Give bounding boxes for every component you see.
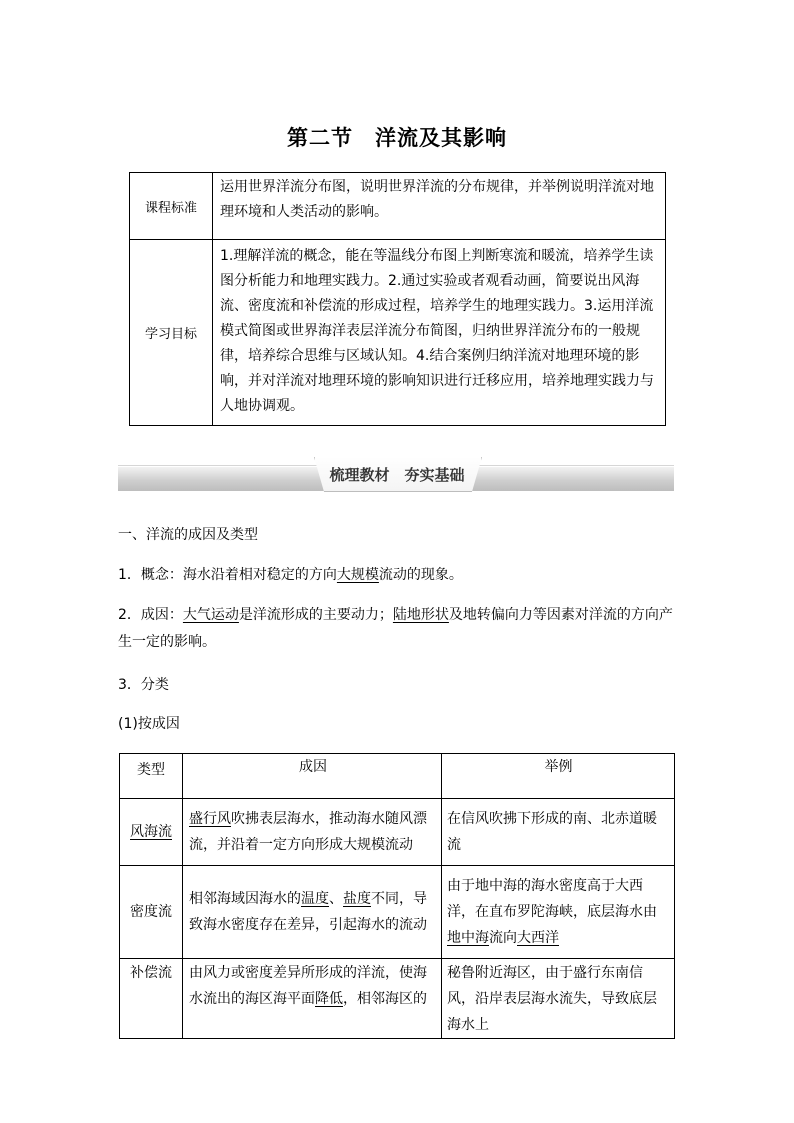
concept-prefix: 1．概念：海水沿着相对稳定的方向 [118,567,337,583]
header-cell: 类型 [120,754,183,799]
example-cell: 在信风吹拂下形成的南、北赤道暖流 [442,799,675,866]
concept-answer: 大规模 [336,567,379,583]
row-text: 运用世界洋流分布图，说明世界洋流的分布规律，并举例说明洋流对地理环境和人类活动的影响。 [213,173,666,240]
cause-mid: 是洋流形成的主要动力； [238,607,393,623]
cause-text: ，相邻海区的 [343,991,427,1007]
example-cell: 秘鲁附近海区，由于盛行东南信风，沿岸表层海水流失，导致底层海水上 [442,959,675,1039]
type-cell: 补偿流 [120,959,183,1039]
by-cause-heading: (1)按成因 [118,716,180,732]
current-type-table [119,753,675,1039]
table-row [120,866,675,959]
example-text: 由于地中海的海水密度高于大西洋，在直布罗陀海峡，底层海水由 [447,878,657,920]
cause-paragraph [118,602,678,656]
type-cell: 密度流 [120,866,183,959]
cause-text: 由风力或密度差异所形成的洋流，使海水流出的海区海平面 [189,965,427,1007]
example-cell [442,866,675,959]
example-answer: 大西洋 [517,930,559,946]
table-row [130,240,666,426]
type-answer: 风海流 [130,824,172,840]
table-row [120,799,675,866]
header-cell: 成因 [183,754,442,799]
table-row [120,959,675,1039]
cause-answer-1: 大气运动 [182,607,239,623]
curriculum-standard-table [129,172,666,426]
section-banner [118,457,674,495]
cause-answer: 温度 [301,891,329,907]
section-heading: 一、洋流的成因及类型 [118,527,258,543]
example-text: 流向 [489,930,517,946]
cause-answer-2: 陆地形状 [392,607,449,623]
classify-heading: 3．分类 [118,677,169,693]
cause-text: 相邻海域因海水的 [189,891,301,907]
row-text: 1.理解洋流的概念，能在等温线分布图上判断寒流和暖流，培养学生读图分析能力和地理实践力。2.通过实验或者观看动画，简要说出风海流、密度流和补偿流的形成过程，培养学生的地理实践力。3.运用洋流模式简图或世界海洋表层洋流分布简图，归纳世界洋流分布的一般规律，培养综合思维与区域认知。4.结合案例归纳洋流对地理环境的影响，并对洋流对地理环境的影响知识进行迁移应用，培养地理实践力与人地协调观。 [213,240,666,426]
cause-answer: 降低 [315,991,343,1007]
row-label: 学习目标 [130,240,213,426]
header-cell: 举例 [442,754,675,799]
type-cell [120,799,183,866]
banner-title: 梳理教材 夯实基础 [329,466,465,484]
table-header-row [120,754,675,799]
page-title: 第二节 洋流及其影响 [287,125,507,150]
row-label: 课程标准 [130,173,213,240]
concept-suffix: 流动的现象。 [378,567,463,583]
cause-cell [183,866,442,959]
cause-text: 不同，导致海水密度存在差异，引起海水的流动 [189,891,427,933]
cause-text: 、 [329,891,343,907]
cause-text: 吹拂表层海水，推动海水随风漂流，并沿着一定方向形成大规模流动 [189,811,427,853]
table-row [130,173,666,240]
example-answer: 地中海 [447,930,489,946]
cause-prefix: 2．成因： [118,607,183,623]
cause-answer: 盛行风 [189,811,231,827]
concept-paragraph [118,562,678,589]
cause-suffix: 及地转偏向力等因素对洋流的方向产生一定的影响。 [118,607,673,650]
cause-answer: 盐度 [343,891,371,907]
cause-cell [183,959,442,1039]
cause-cell [183,799,442,866]
